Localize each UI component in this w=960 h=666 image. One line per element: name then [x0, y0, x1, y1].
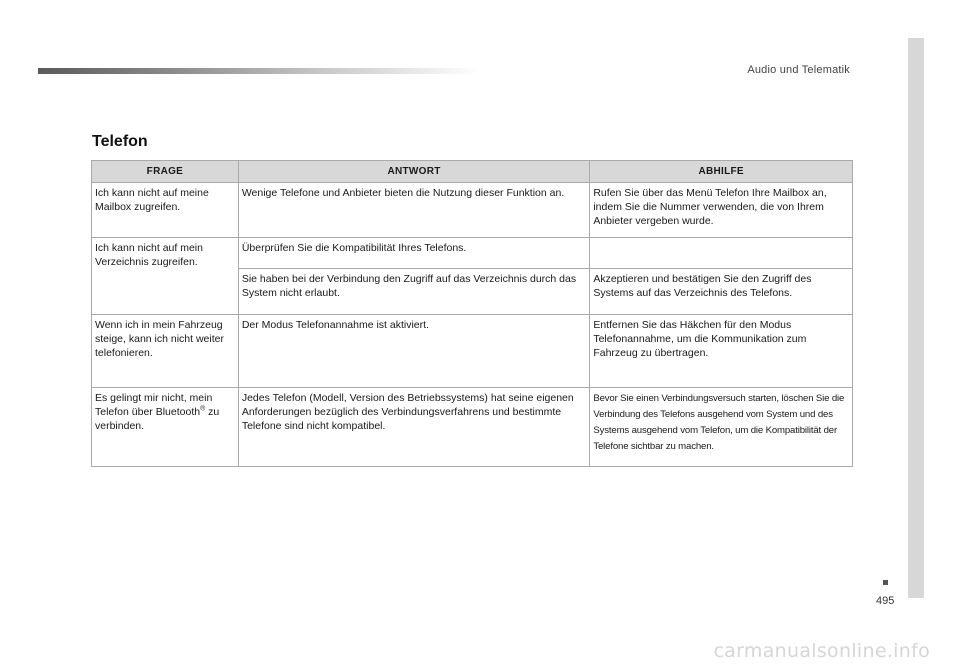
remedy-cell: Rufen Sie über das Menü Telefon Ihre Mailbox an, indem Sie die Nummer verwenden, die von Ihrem Anbieter vergeben wurde. — [590, 183, 853, 238]
page-marker-icon — [883, 580, 888, 585]
page-number: 495 — [876, 595, 895, 607]
answer-cell: Der Modus Telefonannahme ist aktiviert. — [238, 315, 590, 388]
answer-cell: Wenige Telefone und Anbieter bieten die Nutzung dieser Funktion an. — [238, 183, 590, 238]
question-text-pre: Es gelingt mir nicht, mein Telefon über Bluetooth — [95, 392, 213, 418]
remedy-cell: Entfernen Sie das Häkchen für den Modus Telefonannahme, um die Kommunikation zum Fahrzeug zu übertragen. — [590, 315, 853, 388]
table-row — [92, 315, 853, 388]
column-header-answer: ANTWORT — [238, 161, 590, 183]
remedy-cell — [590, 238, 853, 269]
header-gradient-bar — [38, 68, 478, 74]
answer-cell: Überprüfen Sie die Kompatibilität Ihres Telefons. — [238, 238, 590, 269]
question-text-post: zu verbinden. — [95, 406, 220, 432]
question-cell: Ich kann nicht auf meine Mailbox zugreifen. — [92, 183, 239, 238]
section-header: Audio und Telematik — [747, 64, 850, 76]
registered-mark: ® — [200, 405, 206, 413]
page-title: Telefon — [92, 133, 148, 150]
answer-cell: Jedes Telefon (Modell, Version des Betriebssystems) hat seine eigenen Anforderungen bezüglich des Verbindungsverfahrens und bestimmte Telefone sind nicht kompatibel. — [238, 388, 590, 467]
answer-cell: Sie haben bei der Verbindung den Zugriff auf das Verzeichnis durch das System nicht erlaubt. — [238, 269, 590, 315]
column-header-remedy: ABHILFE — [590, 161, 853, 183]
question-cell: Ich kann nicht auf mein Verzeichnis zugreifen. — [92, 238, 239, 315]
column-header-question: FRAGE — [92, 161, 239, 183]
side-tab-strip — [908, 38, 924, 598]
remedy-cell: Bevor Sie einen Verbindungsversuch starten, löschen Sie die Verbindung des Telefons ausgehend vom System und des Systems ausgehend vom Telefon, um die Kompatibilität der Telefone sichtbar zu machen. — [590, 388, 853, 467]
table-header-row — [92, 161, 853, 183]
table-row — [92, 388, 853, 467]
table-row — [92, 238, 853, 269]
remedy-cell: Akzeptieren und bestätigen Sie den Zugriff des Systems auf das Verzeichnis des Telefons. — [590, 269, 853, 315]
faq-table — [91, 160, 853, 467]
question-cell: Wenn ich in mein Fahrzeug steige, kann ich nicht weiter telefonieren. — [92, 315, 239, 388]
watermark: carmanualsonline.info — [713, 640, 930, 662]
table-row — [92, 183, 853, 238]
question-cell — [92, 388, 239, 467]
